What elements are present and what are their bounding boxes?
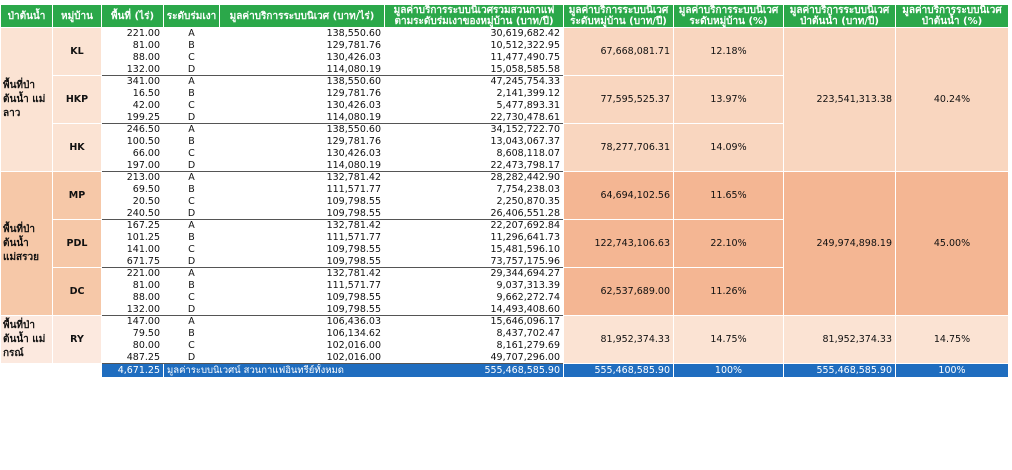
rate-cell: 132,781.42 xyxy=(220,172,385,184)
watershed-pct: 40.24% xyxy=(896,28,1009,172)
rate-cell: 114,080.19 xyxy=(220,160,385,172)
rate-cell: 130,426.03 xyxy=(220,100,385,112)
area-cell: 100.50 xyxy=(102,136,164,148)
shade-value-cell: 15,058,585.58 xyxy=(385,64,564,76)
rate-cell: 111,571.77 xyxy=(220,232,385,244)
shade-level-cell: C xyxy=(164,196,220,208)
shade-value-cell: 8,161,279.69 xyxy=(385,340,564,352)
col-header-value-by-shade: มูลค่าบริการระบบนิเวศรวมสวนกาแฟ ตามระดับร่มเงาของหมู่บ้าน (บาท/ปี) xyxy=(385,5,564,28)
shade-value-cell: 13,043,067.37 xyxy=(385,136,564,148)
col-header-rate: มูลค่าบริการระบบนิเวศ (บาท/ไร่) xyxy=(220,5,385,28)
shade-value-cell: 49,707,296.00 xyxy=(385,352,564,364)
area-cell: 246.50 xyxy=(102,124,164,136)
shade-value-cell: 14,493,408.60 xyxy=(385,304,564,316)
area-cell: 66.00 xyxy=(102,148,164,160)
village-name: HKP xyxy=(53,76,102,124)
area-cell: 42.00 xyxy=(102,100,164,112)
shade-level-cell: C xyxy=(164,340,220,352)
area-cell: 341.00 xyxy=(102,76,164,88)
village-name: RY xyxy=(53,316,102,364)
village-pct: 12.18% xyxy=(674,28,784,76)
area-cell: 132.00 xyxy=(102,304,164,316)
area-cell: 671.75 xyxy=(102,256,164,268)
watershed-name: พื้นที่ป่า ต้นน้ำ แม่กรณ์ xyxy=(1,316,53,364)
shade-level-cell: A xyxy=(164,28,220,40)
shade-value-cell: 7,754,238.03 xyxy=(385,184,564,196)
shade-value-cell: 11,296,641.73 xyxy=(385,232,564,244)
village-pct: 11.26% xyxy=(674,268,784,316)
area-cell: 81.00 xyxy=(102,280,164,292)
header-row xyxy=(1,5,1009,28)
area-cell: 80.00 xyxy=(102,340,164,352)
shade-value-cell: 47,245,754.33 xyxy=(385,76,564,88)
col-header-watershed: ป่าต้นน้ำ xyxy=(1,5,53,28)
area-cell: 79.50 xyxy=(102,328,164,340)
shade-level-cell: D xyxy=(164,256,220,268)
village-pct: 11.65% xyxy=(674,172,784,220)
shade-level-cell: B xyxy=(164,88,220,100)
rate-cell: 114,080.19 xyxy=(220,112,385,124)
shade-level-cell: D xyxy=(164,352,220,364)
rate-cell: 138,550.60 xyxy=(220,28,385,40)
shade-level-cell: D xyxy=(164,304,220,316)
shade-level-cell: C xyxy=(164,52,220,64)
table-row xyxy=(1,172,1009,184)
watershed-pct: 14.75% xyxy=(896,316,1009,364)
area-cell: 101.25 xyxy=(102,232,164,244)
col-header-village-pct: มูลค่าบริการระบบนิเวศ ระดับหมู่บ้าน (%) xyxy=(674,5,784,28)
village-value: 77,595,525.37 xyxy=(564,76,674,124)
watershed-name: พื้นที่ป่า ต้นน้ำ แม่สรวย xyxy=(1,172,53,316)
shade-value-cell: 5,477,893.31 xyxy=(385,100,564,112)
rate-cell: 109,798.55 xyxy=(220,304,385,316)
area-cell: 167.25 xyxy=(102,220,164,232)
rate-cell: 114,080.19 xyxy=(220,64,385,76)
area-cell: 213.00 xyxy=(102,172,164,184)
total-village-value: 555,468,585.90 xyxy=(564,364,674,378)
shade-value-cell: 15,481,596.10 xyxy=(385,244,564,256)
shade-level-cell: B xyxy=(164,40,220,52)
rate-cell: 109,798.55 xyxy=(220,208,385,220)
shade-value-cell: 30,619,682.42 xyxy=(385,28,564,40)
shade-value-cell: 22,473,798.17 xyxy=(385,160,564,172)
rate-cell: 138,550.60 xyxy=(220,124,385,136)
col-header-watershed-pct: มูลค่าบริการระบบนิเวศ ป่าต้นน้ำ (%) xyxy=(896,5,1009,28)
ecosystem-value-table xyxy=(0,4,1009,378)
shade-value-cell: 2,141,399.12 xyxy=(385,88,564,100)
village-name: DC xyxy=(53,268,102,316)
shade-level-cell: A xyxy=(164,124,220,136)
shade-level-cell: B xyxy=(164,232,220,244)
area-cell: 81.00 xyxy=(102,40,164,52)
village-value: 64,694,102.56 xyxy=(564,172,674,220)
area-cell: 141.00 xyxy=(102,244,164,256)
table-row xyxy=(1,28,1009,40)
rate-cell: 111,571.77 xyxy=(220,184,385,196)
total-value: 555,468,585.90 xyxy=(484,365,560,376)
shade-value-cell: 22,730,478.61 xyxy=(385,112,564,124)
rate-cell: 129,781.76 xyxy=(220,88,385,100)
shade-value-cell: 22,207,692.84 xyxy=(385,220,564,232)
shade-value-cell: 26,406,551.28 xyxy=(385,208,564,220)
rate-cell: 106,134.62 xyxy=(220,328,385,340)
shade-level-cell: B xyxy=(164,328,220,340)
shade-level-cell: C xyxy=(164,100,220,112)
area-cell: 221.00 xyxy=(102,268,164,280)
shade-level-cell: D xyxy=(164,160,220,172)
area-cell: 221.00 xyxy=(102,28,164,40)
village-value: 81,952,374.33 xyxy=(564,316,674,364)
shade-level-cell: A xyxy=(164,220,220,232)
village-pct: 22.10% xyxy=(674,220,784,268)
village-name: KL xyxy=(53,28,102,76)
total-area: 4,671.25 xyxy=(102,364,164,378)
area-cell: 240.50 xyxy=(102,208,164,220)
rate-cell: 102,016.00 xyxy=(220,340,385,352)
table-row xyxy=(1,316,1009,328)
village-pct: 14.75% xyxy=(674,316,784,364)
watershed-value: 249,974,898.19 xyxy=(784,172,896,316)
shade-value-cell: 73,757,175.96 xyxy=(385,256,564,268)
rate-cell: 130,426.03 xyxy=(220,52,385,64)
rate-cell: 109,798.55 xyxy=(220,292,385,304)
rate-cell: 132,781.42 xyxy=(220,220,385,232)
shade-value-cell: 10,512,322.95 xyxy=(385,40,564,52)
shade-level-cell: B xyxy=(164,136,220,148)
shade-level-cell: A xyxy=(164,268,220,280)
shade-value-cell: 28,282,442.90 xyxy=(385,172,564,184)
shade-value-cell: 2,250,870.35 xyxy=(385,196,564,208)
village-value: 122,743,106.63 xyxy=(564,220,674,268)
ecosystem-value-table-container xyxy=(0,4,1008,378)
total-label: มูลค่าระบบนิเวศน์ สวนกาแฟอินทรีย์ทั้งหมด xyxy=(167,365,344,376)
shade-level-cell: B xyxy=(164,280,220,292)
shade-level-cell: C xyxy=(164,148,220,160)
rate-cell: 129,781.76 xyxy=(220,136,385,148)
village-name: PDL xyxy=(53,220,102,268)
village-value: 62,537,689.00 xyxy=(564,268,674,316)
shade-value-cell: 11,477,490.75 xyxy=(385,52,564,64)
col-header-area: พื้นที่ (ไร่) xyxy=(102,5,164,28)
shade-value-cell: 9,662,272.74 xyxy=(385,292,564,304)
shade-level-cell: A xyxy=(164,172,220,184)
col-header-watershed-value: มูลค่าบริการระบบนิเวศ ป่าต้นน้ำ (บาท/ปี) xyxy=(784,5,896,28)
rate-cell: 138,550.60 xyxy=(220,76,385,88)
village-name: MP xyxy=(53,172,102,220)
shade-level-cell: C xyxy=(164,244,220,256)
total-village-pct: 100% xyxy=(674,364,784,378)
shade-level-cell: B xyxy=(164,184,220,196)
watershed-name: พื้นที่ป่า ต้นน้ำ แม่ลาว xyxy=(1,28,53,172)
area-cell: 20.50 xyxy=(102,196,164,208)
area-cell: 69.50 xyxy=(102,184,164,196)
rate-cell: 106,436.03 xyxy=(220,316,385,328)
village-value: 67,668,081.71 xyxy=(564,28,674,76)
shade-level-cell: C xyxy=(164,292,220,304)
total-row xyxy=(1,364,1009,378)
rate-cell: 129,781.76 xyxy=(220,40,385,52)
area-cell: 88.00 xyxy=(102,292,164,304)
watershed-pct: 45.00% xyxy=(896,172,1009,316)
area-cell: 88.00 xyxy=(102,52,164,64)
rate-cell: 109,798.55 xyxy=(220,256,385,268)
village-pct: 14.09% xyxy=(674,124,784,172)
shade-value-cell: 9,037,313.39 xyxy=(385,280,564,292)
col-header-village-value: มูลค่าบริการระบบนิเวศ ระดับหมู่บ้าน (บาท/ปี) xyxy=(564,5,674,28)
village-pct: 13.97% xyxy=(674,76,784,124)
shade-value-cell: 34,152,722.70 xyxy=(385,124,564,136)
area-cell: 147.00 xyxy=(102,316,164,328)
area-cell: 487.25 xyxy=(102,352,164,364)
rate-cell: 102,016.00 xyxy=(220,352,385,364)
shade-value-cell: 8,608,118.07 xyxy=(385,148,564,160)
shade-level-cell: D xyxy=(164,208,220,220)
total-row-blank xyxy=(1,364,102,378)
total-watershed-pct: 100% xyxy=(896,364,1009,378)
col-header-shade-level: ระดับร่มเงา xyxy=(164,5,220,28)
shade-level-cell: D xyxy=(164,64,220,76)
shade-value-cell: 8,437,702.47 xyxy=(385,328,564,340)
total-watershed-value: 555,468,585.90 xyxy=(784,364,896,378)
area-cell: 199.25 xyxy=(102,112,164,124)
rate-cell: 109,798.55 xyxy=(220,244,385,256)
shade-value-cell: 15,646,096.17 xyxy=(385,316,564,328)
shade-level-cell: A xyxy=(164,316,220,328)
rate-cell: 111,571.77 xyxy=(220,280,385,292)
rate-cell: 130,426.03 xyxy=(220,148,385,160)
shade-value-cell: 29,344,694.27 xyxy=(385,268,564,280)
rate-cell: 132,781.42 xyxy=(220,268,385,280)
village-value: 78,277,706.31 xyxy=(564,124,674,172)
village-name: HK xyxy=(53,124,102,172)
area-cell: 16.50 xyxy=(102,88,164,100)
area-cell: 197.00 xyxy=(102,160,164,172)
rate-cell: 109,798.55 xyxy=(220,196,385,208)
col-header-village: หมู่บ้าน xyxy=(53,5,102,28)
area-cell: 132.00 xyxy=(102,64,164,76)
total-label-cell xyxy=(164,364,564,378)
watershed-value: 223,541,313.38 xyxy=(784,28,896,172)
shade-level-cell: A xyxy=(164,76,220,88)
watershed-value: 81,952,374.33 xyxy=(784,316,896,364)
shade-level-cell: D xyxy=(164,112,220,124)
